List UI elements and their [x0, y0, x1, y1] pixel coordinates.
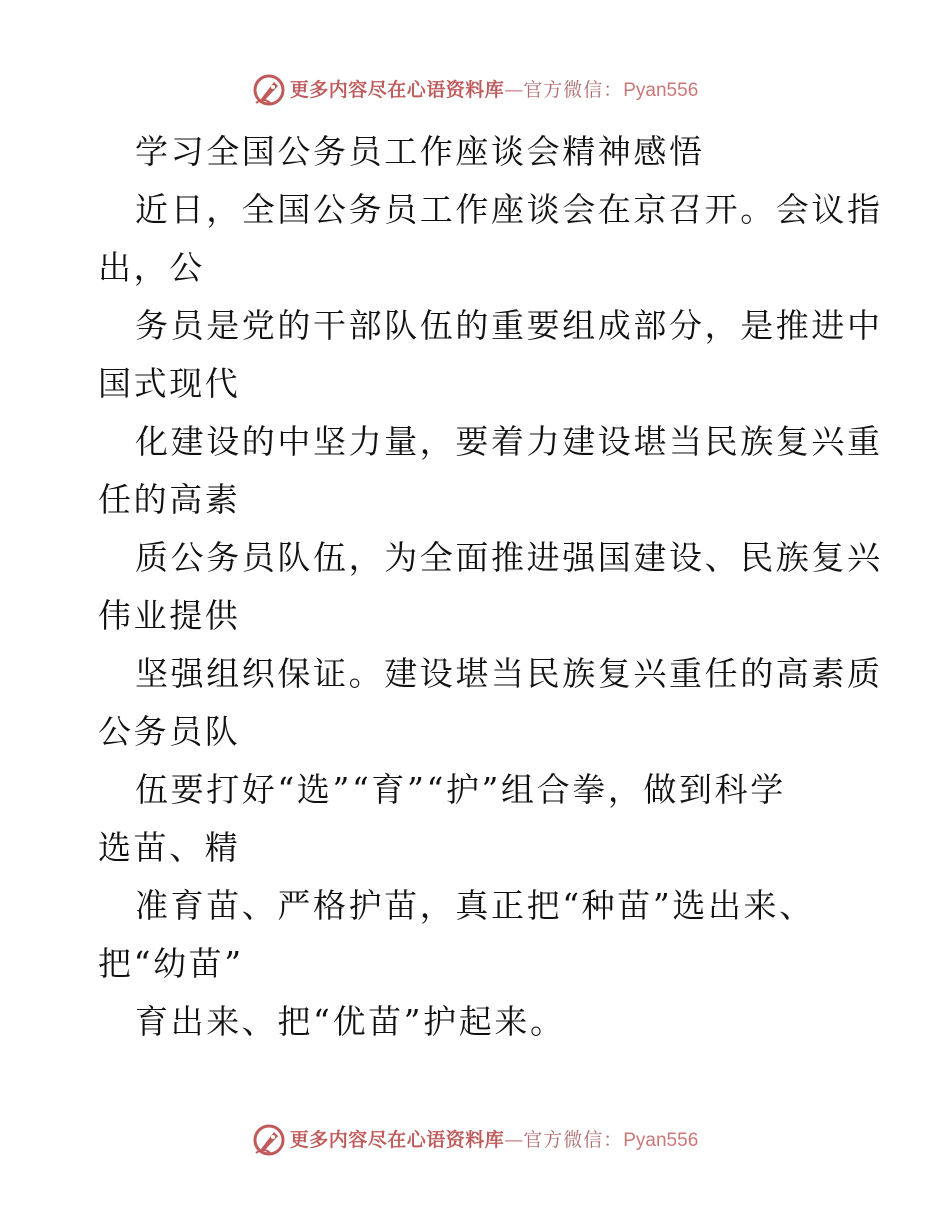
document-line: 任的高素	[98, 480, 241, 519]
document-line: 坚强组织保证。建设堪当民族复兴重任的高素质	[135, 654, 883, 693]
pen-nib-logo-icon	[252, 1123, 286, 1157]
watermark-main-text: 更多内容尽在心语资料库	[289, 1128, 505, 1151]
watermark-dash: —	[504, 78, 524, 101]
document-body	[98, 123, 883, 1051]
document-line: 选苗、精	[98, 828, 241, 867]
watermark-label: 官方微信：	[523, 1128, 624, 1151]
document-line: 化建设的中坚力量，要着力建设堪当民族复兴重	[135, 422, 883, 461]
document-line: 育出来、把“优苗”护起来。	[135, 1002, 566, 1041]
watermark-dash: —	[504, 1128, 524, 1151]
document-title: 学习全国公务员工作座谈会精神感悟	[135, 132, 705, 171]
footer-watermark	[0, 1120, 950, 1160]
document-line: 伟业提供	[98, 596, 241, 635]
watermark-main-text: 更多内容尽在心语资料库	[289, 78, 505, 101]
watermark-id: Pyan556	[623, 79, 699, 101]
pen-nib-logo-icon	[252, 73, 286, 107]
header-watermark	[0, 70, 950, 110]
document-line: 出，公	[98, 248, 205, 287]
document-line: 质公务员队伍，为全面推进强国建设、民族复兴	[135, 538, 883, 577]
watermark-id: Pyan556	[623, 1129, 699, 1151]
document-line: 伍要打好“选”“育”“护”组合拳，做到科学	[135, 770, 786, 809]
document-line: 务员是党的干部队伍的重要组成部分，是推进中	[135, 306, 883, 345]
document-line: 国式现代	[98, 364, 241, 403]
document-line: 公务员队	[98, 712, 241, 751]
document-line: 准育苗、严格护苗，真正把“种苗”选出来、	[135, 886, 815, 925]
watermark-label: 官方微信：	[523, 78, 624, 101]
document-line: 近日，全国公务员工作座谈会在京召开。会议指	[135, 190, 883, 229]
document-line: 把“幼苗”	[98, 944, 244, 983]
